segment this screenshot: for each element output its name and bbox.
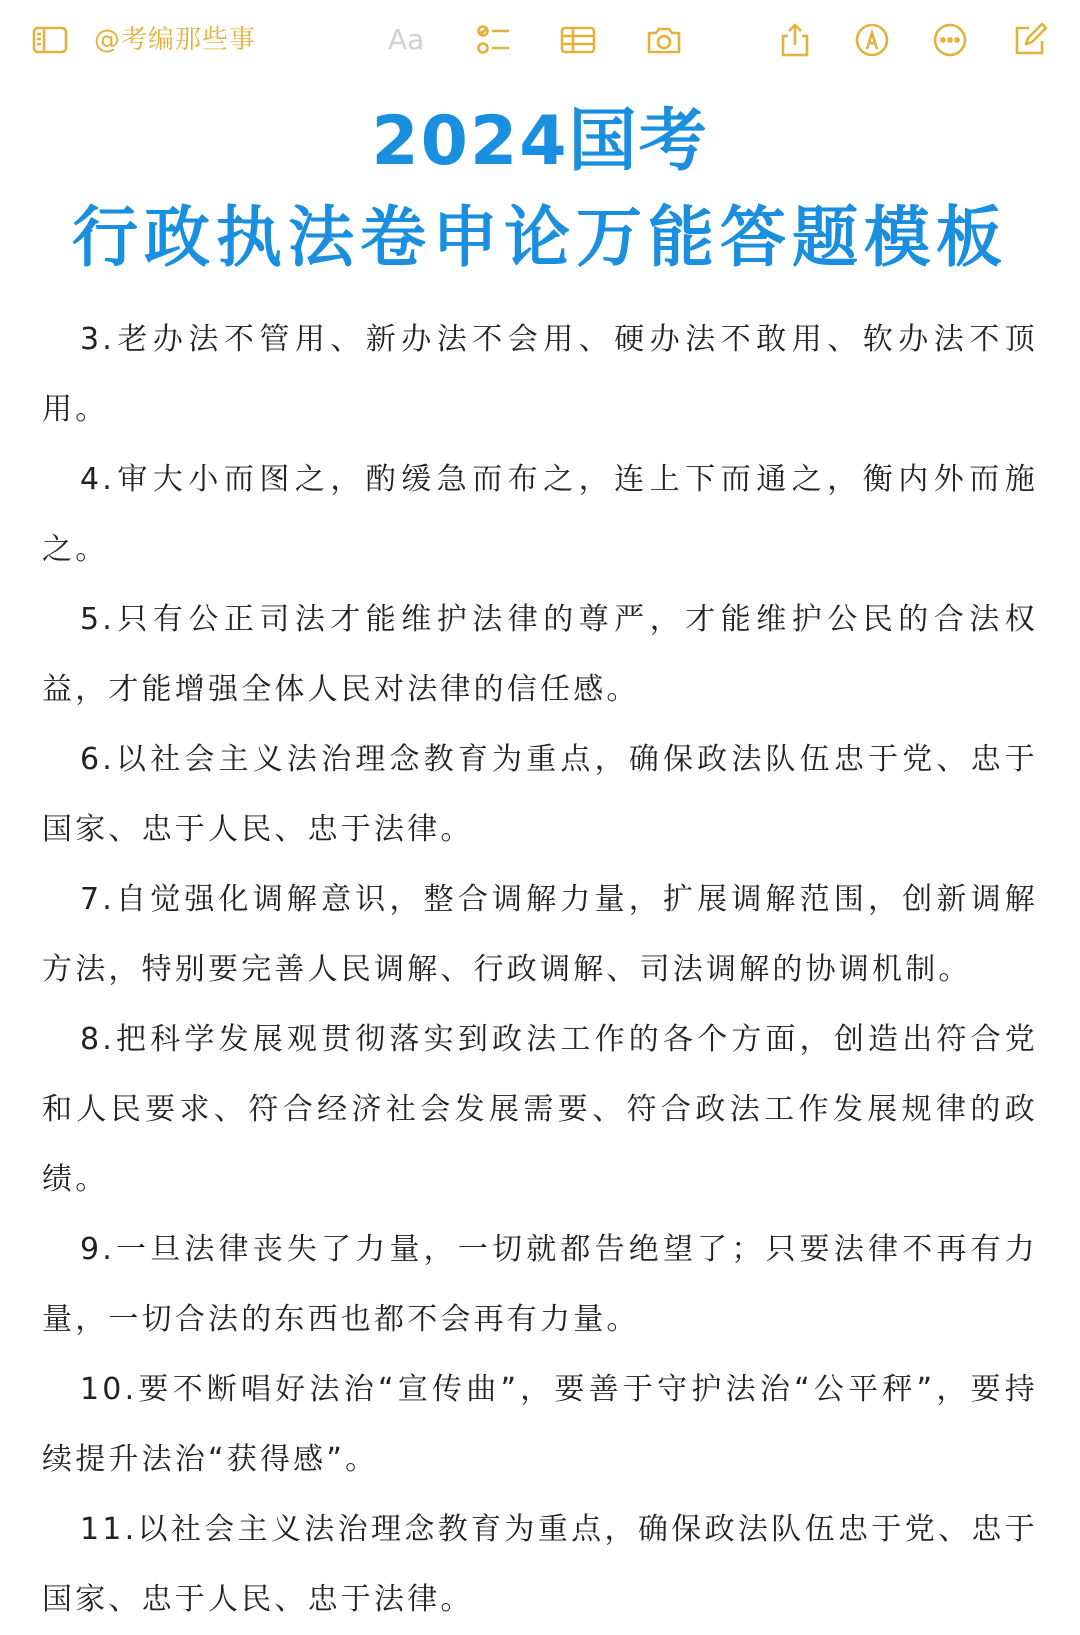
share-icon[interactable]: [775, 20, 815, 60]
title-line-1: 2024国考: [371, 102, 709, 181]
paragraph-8: 8.把科学发展观贯彻落实到政法工作的各个方面，创造出符合党和人民要求、符合经济社会发展需要、符合政法工作发展规律的政绩。: [42, 1022, 1038, 1197]
paragraph-4: 4.审大小而图之，酌缓急而布之，连上下而通之，衡内外而施之。: [42, 462, 1038, 567]
paragraph-7: 7.自觉强化调解意识，整合调解力量，扩展调解范围，创新调解方法，特别要完善人民调解、行政调解、司法调解的协调机制。: [42, 882, 1038, 987]
account-handle[interactable]: @考编那些事: [94, 25, 257, 55]
title-line-2: 行政执法卷申论万能答题模板: [72, 199, 1008, 276]
paragraph-6: 6.以社会主义法治理念教育为重点，确保政法队伍忠于党、忠于国家、忠于人民、忠于法律。: [42, 742, 1038, 847]
paragraph-10: 10.要不断唱好法治“宣传曲”，要善于守护法治“公平秤”，要持续提升法治“获得感”。: [42, 1372, 1038, 1477]
camera-icon[interactable]: [644, 20, 684, 60]
font-format-button[interactable]: Aa: [388, 23, 425, 56]
more-icon[interactable]: [930, 20, 970, 60]
notes-toolbar: [0, 0, 1080, 80]
table-icon[interactable]: [558, 20, 598, 60]
checklist-icon[interactable]: [474, 20, 514, 60]
note-body[interactable]: [42, 305, 1038, 1635]
paragraph-5: 5.只有公正司法才能维护法律的尊严，才能维护公民的合法权益，才能增强全体人民对法律的信任感。: [42, 602, 1038, 707]
compose-icon[interactable]: [1010, 20, 1050, 60]
paragraph-9: 9.一旦法律丧失了力量，一切就都告绝望了；只要法律不再有力量，一切合法的东西也都不会再有力量。: [42, 1232, 1038, 1337]
markup-icon[interactable]: [852, 20, 892, 60]
paragraph-11: 11.以社会主义法治理念教育为重点，确保政法队伍忠于党、忠于国家、忠于人民、忠于法律。: [42, 1512, 1038, 1617]
paragraph-3: 3.老办法不管用、新办法不会用、硬办法不敢用、软办法不顶用。: [42, 322, 1038, 427]
sidebar-icon[interactable]: [30, 20, 70, 60]
